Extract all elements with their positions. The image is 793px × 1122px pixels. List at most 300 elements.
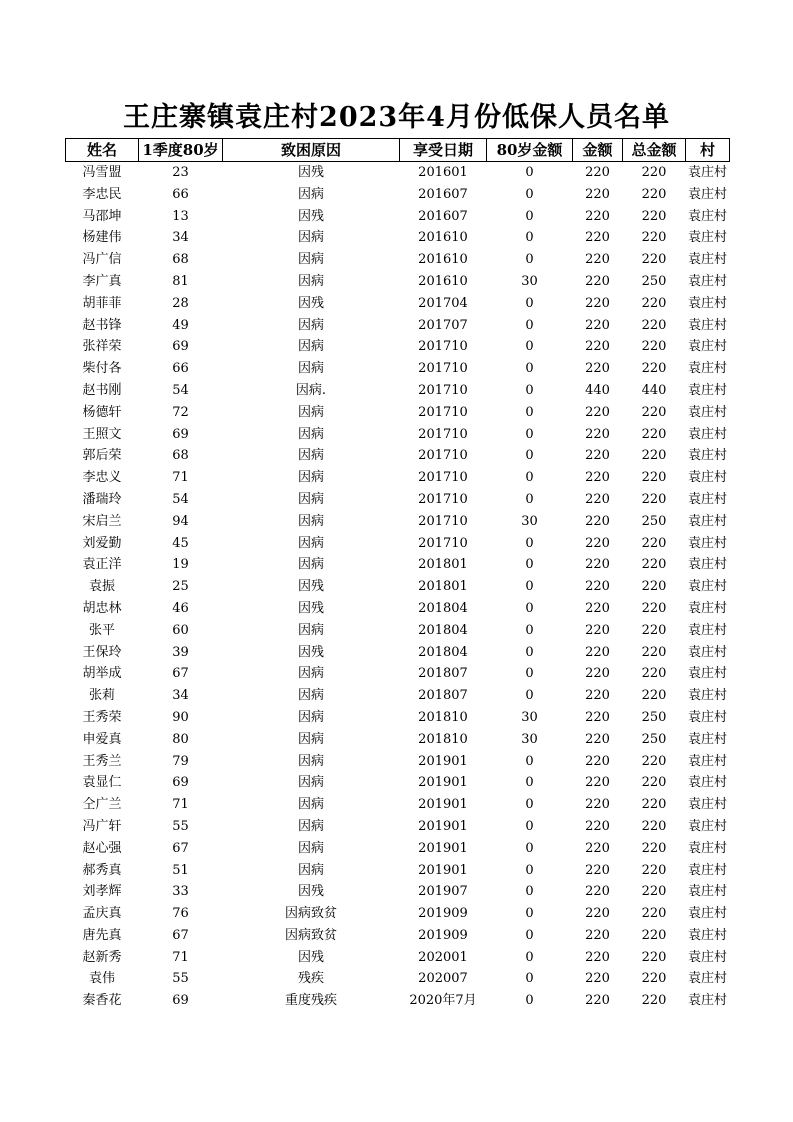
- cell-total: 220: [641, 797, 667, 813]
- cell-reason: 因病致贫: [284, 927, 337, 943]
- table-row: [66, 293, 730, 315]
- cell-amount: 220: [585, 273, 610, 289]
- cell-amount: 220: [585, 470, 610, 486]
- cell-village: 袁庄村: [687, 317, 727, 333]
- cell-reason: 因病: [297, 535, 324, 551]
- cell-date: 201907: [418, 884, 468, 900]
- cell-amount: 220: [585, 295, 610, 311]
- cell-age: 23: [172, 165, 189, 180]
- table-row: [66, 380, 730, 402]
- cell-amount: 220: [585, 557, 610, 573]
- cell-date: 201901: [418, 753, 468, 769]
- cell-name: 柴付各: [82, 361, 122, 377]
- cell-reason: 因病: [297, 818, 324, 834]
- cell-amount80: 0: [525, 753, 534, 769]
- cell-age: 45: [172, 535, 189, 551]
- cell-age: 66: [172, 186, 189, 202]
- table-row: [66, 554, 730, 576]
- cell-name: 张莉: [88, 688, 115, 704]
- cell-date: 201901: [418, 775, 468, 791]
- cell-amount80: 0: [525, 818, 534, 834]
- cell-age: 67: [172, 840, 189, 856]
- cell-amount80: 0: [525, 448, 534, 464]
- cell-total: 220: [641, 208, 667, 224]
- cell-total: 220: [641, 884, 667, 900]
- cell-amount: 220: [585, 361, 610, 377]
- cell-name: 冯雪盟: [82, 165, 122, 180]
- cell-age: 72: [172, 404, 189, 420]
- cell-age: 69: [172, 775, 189, 791]
- cell-name: 郝秀真: [82, 862, 122, 878]
- cell-amount80: 0: [525, 949, 534, 965]
- cell-village: 袁庄村: [687, 208, 727, 224]
- cell-village: 袁庄村: [687, 666, 727, 682]
- cell-date: 201710: [418, 339, 468, 355]
- cell-village: 袁庄村: [687, 971, 727, 987]
- table-row: [66, 860, 730, 882]
- cell-date: 201710: [418, 535, 468, 551]
- cell-age: 19: [172, 557, 189, 573]
- cell-amount80: 0: [525, 317, 534, 333]
- cell-village: 袁庄村: [687, 295, 727, 311]
- cell-date: 201710: [418, 404, 468, 420]
- cell-village: 袁庄村: [687, 186, 727, 202]
- cell-age: 49: [172, 317, 189, 333]
- cell-total: 250: [641, 513, 667, 529]
- cell-name: 王保玲: [82, 644, 122, 660]
- table-row: [66, 772, 730, 794]
- header-date: 享受日期: [400, 139, 487, 162]
- cell-village: 袁庄村: [687, 426, 727, 442]
- cell-date: 201607: [418, 208, 468, 224]
- cell-age: 79: [172, 753, 189, 769]
- cell-amount: 220: [585, 906, 610, 922]
- cell-date: 201804: [418, 600, 468, 616]
- cell-amount80: 0: [525, 971, 534, 987]
- cell-amount80: 0: [525, 993, 534, 1009]
- header-total: 总金额: [623, 139, 686, 162]
- cell-total: 220: [641, 252, 667, 268]
- cell-name: 杨德轩: [82, 404, 122, 420]
- table-row: [66, 598, 730, 620]
- cell-total: 220: [641, 317, 667, 333]
- header-age: 1季度80岁: [139, 139, 223, 162]
- table-row: [66, 642, 730, 664]
- cell-amount: 220: [585, 491, 610, 507]
- cell-amount80: 0: [525, 884, 534, 900]
- cell-age: 90: [172, 709, 189, 725]
- cell-amount: 220: [585, 404, 610, 420]
- cell-amount: 220: [585, 513, 610, 529]
- roster-body: [66, 162, 730, 1013]
- table-row: [66, 249, 730, 271]
- page-title: 王庄寨镇袁庄村2023年4月份低保人员名单: [123, 102, 670, 133]
- cell-amount: 220: [585, 208, 610, 224]
- cell-total: 220: [641, 339, 667, 355]
- cell-amount: 220: [585, 709, 610, 725]
- cell-name: 李广真: [82, 273, 122, 289]
- cell-amount: 220: [585, 535, 610, 551]
- cell-village: 袁庄村: [687, 731, 727, 747]
- cell-total: 220: [641, 775, 667, 791]
- cell-amount80: 0: [525, 361, 534, 377]
- cell-total: 220: [641, 862, 667, 878]
- cell-name: 杨建伟: [82, 230, 122, 246]
- cell-village: 袁庄村: [687, 382, 727, 398]
- cell-name: 赵新秀: [82, 949, 122, 965]
- cell-amount: 220: [585, 317, 610, 333]
- cell-reason: 因病: [297, 557, 324, 573]
- cell-total: 220: [641, 993, 667, 1009]
- cell-total: 220: [641, 688, 667, 704]
- cell-amount80: 0: [525, 775, 534, 791]
- cell-age: 54: [172, 491, 189, 507]
- cell-age: 68: [172, 448, 189, 464]
- cell-amount80: 0: [525, 579, 534, 595]
- cell-age: 69: [172, 993, 189, 1009]
- cell-reason: 因残: [297, 644, 324, 660]
- cell-name: 赵书锋: [82, 317, 122, 333]
- cell-total: 220: [641, 361, 667, 377]
- cell-total: 220: [641, 971, 667, 987]
- cell-village: 袁庄村: [687, 404, 727, 420]
- cell-reason: 因病: [297, 862, 324, 878]
- cell-name: 马邵坤: [82, 208, 122, 224]
- cell-reason: 因病: [297, 339, 324, 355]
- cell-total: 220: [641, 165, 667, 180]
- cell-amount80: 0: [525, 840, 534, 856]
- cell-reason: 因病: [297, 688, 324, 704]
- cell-date: 201707: [418, 317, 468, 333]
- cell-amount80: 0: [525, 382, 534, 398]
- cell-amount80: 30: [521, 709, 538, 725]
- cell-amount80: 0: [525, 208, 534, 224]
- table-row: [66, 315, 730, 337]
- cell-age: 76: [172, 906, 189, 922]
- cell-reason: 因病: [297, 513, 324, 529]
- cell-date: 201610: [418, 273, 468, 289]
- cell-date: 202001: [418, 949, 468, 965]
- cell-reason: 因病: [297, 491, 324, 507]
- cell-amount: 220: [585, 600, 610, 616]
- cell-total: 220: [641, 186, 667, 202]
- relief-roster-table: [65, 138, 730, 1012]
- cell-amount80: 0: [525, 600, 534, 616]
- cell-amount: 440: [585, 382, 610, 398]
- cell-total: 220: [641, 295, 667, 311]
- cell-age: 28: [172, 295, 189, 311]
- cell-total: 220: [641, 927, 667, 943]
- cell-date: 201804: [418, 644, 468, 660]
- cell-name: 冯广轩: [82, 818, 122, 834]
- cell-village: 袁庄村: [687, 818, 727, 834]
- cell-amount: 220: [585, 993, 610, 1009]
- cell-village: 袁庄村: [687, 361, 727, 377]
- cell-reason: 因残: [297, 208, 324, 224]
- cell-village: 袁庄村: [687, 165, 727, 180]
- cell-amount80: 0: [525, 295, 534, 311]
- cell-reason: 因病: [297, 753, 324, 769]
- cell-age: 69: [172, 426, 189, 442]
- cell-age: 67: [172, 927, 189, 943]
- table-row: [66, 424, 730, 446]
- cell-reason: 因病: [297, 797, 324, 813]
- cell-amount80: 30: [521, 731, 538, 747]
- cell-amount80: 0: [525, 339, 534, 355]
- table-row: [66, 445, 730, 467]
- table-row: [66, 402, 730, 424]
- cell-age: 51: [172, 862, 189, 878]
- cell-age: 71: [172, 797, 189, 813]
- cell-name: 赵书刚: [82, 382, 122, 398]
- cell-reason: 因病: [297, 426, 324, 442]
- cell-date: 201710: [418, 382, 468, 398]
- cell-amount80: 0: [525, 927, 534, 943]
- cell-name: 胡举成: [82, 666, 122, 682]
- cell-village: 袁庄村: [687, 252, 727, 268]
- cell-age: 81: [172, 273, 189, 289]
- cell-amount80: 0: [525, 688, 534, 704]
- cell-age: 39: [172, 644, 189, 660]
- cell-village: 袁庄村: [687, 840, 727, 856]
- cell-amount: 220: [585, 666, 610, 682]
- cell-name: 冯广信: [82, 252, 122, 268]
- cell-name: 仝广兰: [82, 797, 122, 813]
- cell-age: 80: [172, 731, 189, 747]
- cell-date: 201710: [418, 491, 468, 507]
- table-row: [66, 511, 730, 533]
- cell-village: 袁庄村: [687, 622, 727, 638]
- cell-amount80: 0: [525, 186, 534, 202]
- cell-amount: 220: [585, 884, 610, 900]
- table-row: [66, 271, 730, 293]
- cell-total: 220: [641, 557, 667, 573]
- cell-reason: 因病: [297, 230, 324, 246]
- cell-total: 220: [641, 666, 667, 682]
- cell-total: 250: [641, 709, 667, 725]
- header-amount80: 80岁金额: [487, 139, 573, 162]
- header-name: 姓名: [66, 139, 139, 162]
- cell-age: 67: [172, 666, 189, 682]
- cell-name: 张祥荣: [82, 339, 122, 355]
- cell-age: 13: [172, 208, 189, 224]
- cell-amount: 220: [585, 186, 610, 202]
- cell-total: 220: [641, 753, 667, 769]
- cell-name: 张平: [88, 622, 115, 638]
- cell-total: 220: [641, 840, 667, 856]
- cell-reason: 因病: [297, 361, 324, 377]
- cell-name: 袁伟: [88, 971, 115, 987]
- cell-amount: 220: [585, 622, 610, 638]
- cell-age: 25: [172, 579, 189, 595]
- cell-total: 220: [641, 491, 667, 507]
- cell-age: 55: [172, 818, 189, 834]
- cell-date: 201909: [418, 906, 468, 922]
- cell-amount80: 0: [525, 165, 534, 180]
- cell-reason: 因残: [297, 949, 324, 965]
- cell-date: 201610: [418, 252, 468, 268]
- cell-date: 201801: [418, 579, 468, 595]
- table-row: [66, 358, 730, 380]
- cell-amount80: 0: [525, 906, 534, 922]
- cell-age: 55: [172, 971, 189, 987]
- cell-amount80: 0: [525, 252, 534, 268]
- cell-amount80: 0: [525, 797, 534, 813]
- table-row: [66, 336, 730, 358]
- cell-amount80: 0: [525, 666, 534, 682]
- cell-total: 250: [641, 731, 667, 747]
- cell-reason: 因残: [297, 579, 324, 595]
- cell-date: 201710: [418, 361, 468, 377]
- cell-age: 94: [172, 513, 189, 529]
- cell-total: 220: [641, 818, 667, 834]
- cell-total: 220: [641, 644, 667, 660]
- cell-amount: 220: [585, 949, 610, 965]
- cell-reason: 因病: [297, 252, 324, 268]
- cell-name: 胡菲菲: [82, 295, 122, 311]
- cell-village: 袁庄村: [687, 470, 727, 486]
- cell-total: 220: [641, 230, 667, 246]
- cell-village: 袁庄村: [687, 513, 727, 529]
- cell-amount: 220: [585, 644, 610, 660]
- cell-total: 220: [641, 579, 667, 595]
- cell-village: 袁庄村: [687, 797, 727, 813]
- cell-village: 袁庄村: [687, 230, 727, 246]
- table-row: [66, 489, 730, 511]
- table-row: [66, 729, 730, 751]
- cell-reason: 因病: [297, 622, 324, 638]
- cell-date: 201704: [418, 295, 468, 311]
- cell-amount80: 30: [521, 273, 538, 289]
- table-row: [66, 751, 730, 773]
- cell-name: 刘孝辉: [82, 884, 122, 900]
- cell-age: 34: [172, 230, 189, 246]
- cell-amount: 220: [585, 448, 610, 464]
- cell-name: 胡忠林: [82, 600, 122, 616]
- cell-amount: 220: [585, 927, 610, 943]
- table-row: [66, 968, 730, 990]
- cell-village: 袁庄村: [687, 688, 727, 704]
- cell-age: 69: [172, 339, 189, 355]
- cell-date: 201710: [418, 448, 468, 464]
- cell-amount: 220: [585, 230, 610, 246]
- cell-village: 袁庄村: [687, 949, 727, 965]
- header-reason: 致困原因: [223, 139, 400, 162]
- cell-amount: 220: [585, 753, 610, 769]
- cell-reason: 因病: [297, 470, 324, 486]
- cell-village: 袁庄村: [687, 906, 727, 922]
- cell-amount80: 0: [525, 426, 534, 442]
- cell-reason: 重度残疾: [284, 993, 337, 1009]
- cell-village: 袁庄村: [687, 753, 727, 769]
- table-row: [66, 663, 730, 685]
- cell-date: 201807: [418, 666, 468, 682]
- cell-date: 201901: [418, 797, 468, 813]
- cell-date: 201610: [418, 230, 468, 246]
- cell-name: 唐先真: [82, 927, 122, 943]
- cell-reason: 因残: [297, 600, 324, 616]
- cell-village: 袁庄村: [687, 339, 727, 355]
- cell-village: 袁庄村: [687, 535, 727, 551]
- cell-name: 袁振: [88, 579, 115, 595]
- table-row: [66, 816, 730, 838]
- cell-amount80: 0: [525, 470, 534, 486]
- table-row: [66, 903, 730, 925]
- cell-name: 潘瑞玲: [82, 491, 122, 507]
- table-row: [66, 707, 730, 729]
- cell-date: 201607: [418, 186, 468, 202]
- cell-village: 袁庄村: [687, 993, 727, 1009]
- cell-reason: 因病: [297, 840, 324, 856]
- cell-age: 71: [172, 470, 189, 486]
- cell-reason: 因病: [297, 404, 324, 420]
- cell-date: 201901: [418, 840, 468, 856]
- cell-name: 袁正洋: [82, 557, 122, 573]
- cell-date: 201810: [418, 731, 468, 747]
- cell-name: 王秀荣: [82, 709, 122, 725]
- table-row: [66, 576, 730, 598]
- table-row: [66, 925, 730, 947]
- cell-amount: 220: [585, 971, 610, 987]
- cell-amount80: 0: [525, 404, 534, 420]
- cell-age: 46: [172, 600, 189, 616]
- cell-age: 68: [172, 252, 189, 268]
- cell-village: 袁庄村: [687, 600, 727, 616]
- cell-name: 王秀兰: [82, 753, 122, 769]
- table-row: [66, 467, 730, 489]
- cell-reason: 因病: [297, 709, 324, 725]
- cell-village: 袁庄村: [687, 884, 727, 900]
- cell-village: 袁庄村: [687, 491, 727, 507]
- cell-reason: 因病致贫: [284, 906, 337, 922]
- cell-village: 袁庄村: [687, 775, 727, 791]
- cell-age: 54: [172, 382, 189, 398]
- cell-name: 袁显仁: [82, 775, 122, 791]
- cell-age: 66: [172, 361, 189, 377]
- cell-date: 201901: [418, 818, 468, 834]
- header-amount: 金额: [573, 139, 623, 162]
- cell-village: 袁庄村: [687, 709, 727, 725]
- cell-reason: 因病: [297, 317, 324, 333]
- cell-name: 赵心强: [82, 840, 122, 856]
- cell-total: 220: [641, 426, 667, 442]
- cell-village: 袁庄村: [687, 644, 727, 660]
- cell-reason: 因病: [297, 448, 324, 464]
- header-village: 村: [686, 139, 730, 162]
- cell-amount80: 0: [525, 622, 534, 638]
- cell-name: 刘爱勤: [82, 535, 122, 551]
- cell-reason: 因残: [297, 884, 324, 900]
- table-row: [66, 184, 730, 206]
- cell-amount: 220: [585, 797, 610, 813]
- cell-date: 201909: [418, 927, 468, 943]
- cell-name: 宋启兰: [82, 513, 122, 529]
- cell-village: 袁庄村: [687, 557, 727, 573]
- cell-name: 李忠义: [82, 470, 122, 486]
- cell-amount: 220: [585, 252, 610, 268]
- cell-reason: 因病: [297, 731, 324, 747]
- cell-name: 郭后荣: [82, 448, 122, 464]
- cell-amount: 220: [585, 339, 610, 355]
- cell-amount: 220: [585, 840, 610, 856]
- cell-age: 60: [172, 622, 189, 638]
- cell-village: 袁庄村: [687, 579, 727, 595]
- table-row: [66, 794, 730, 816]
- table-row: [66, 533, 730, 555]
- table-row: [66, 990, 730, 1012]
- cell-name: 李忠民: [82, 186, 122, 202]
- cell-date: 201801: [418, 557, 468, 573]
